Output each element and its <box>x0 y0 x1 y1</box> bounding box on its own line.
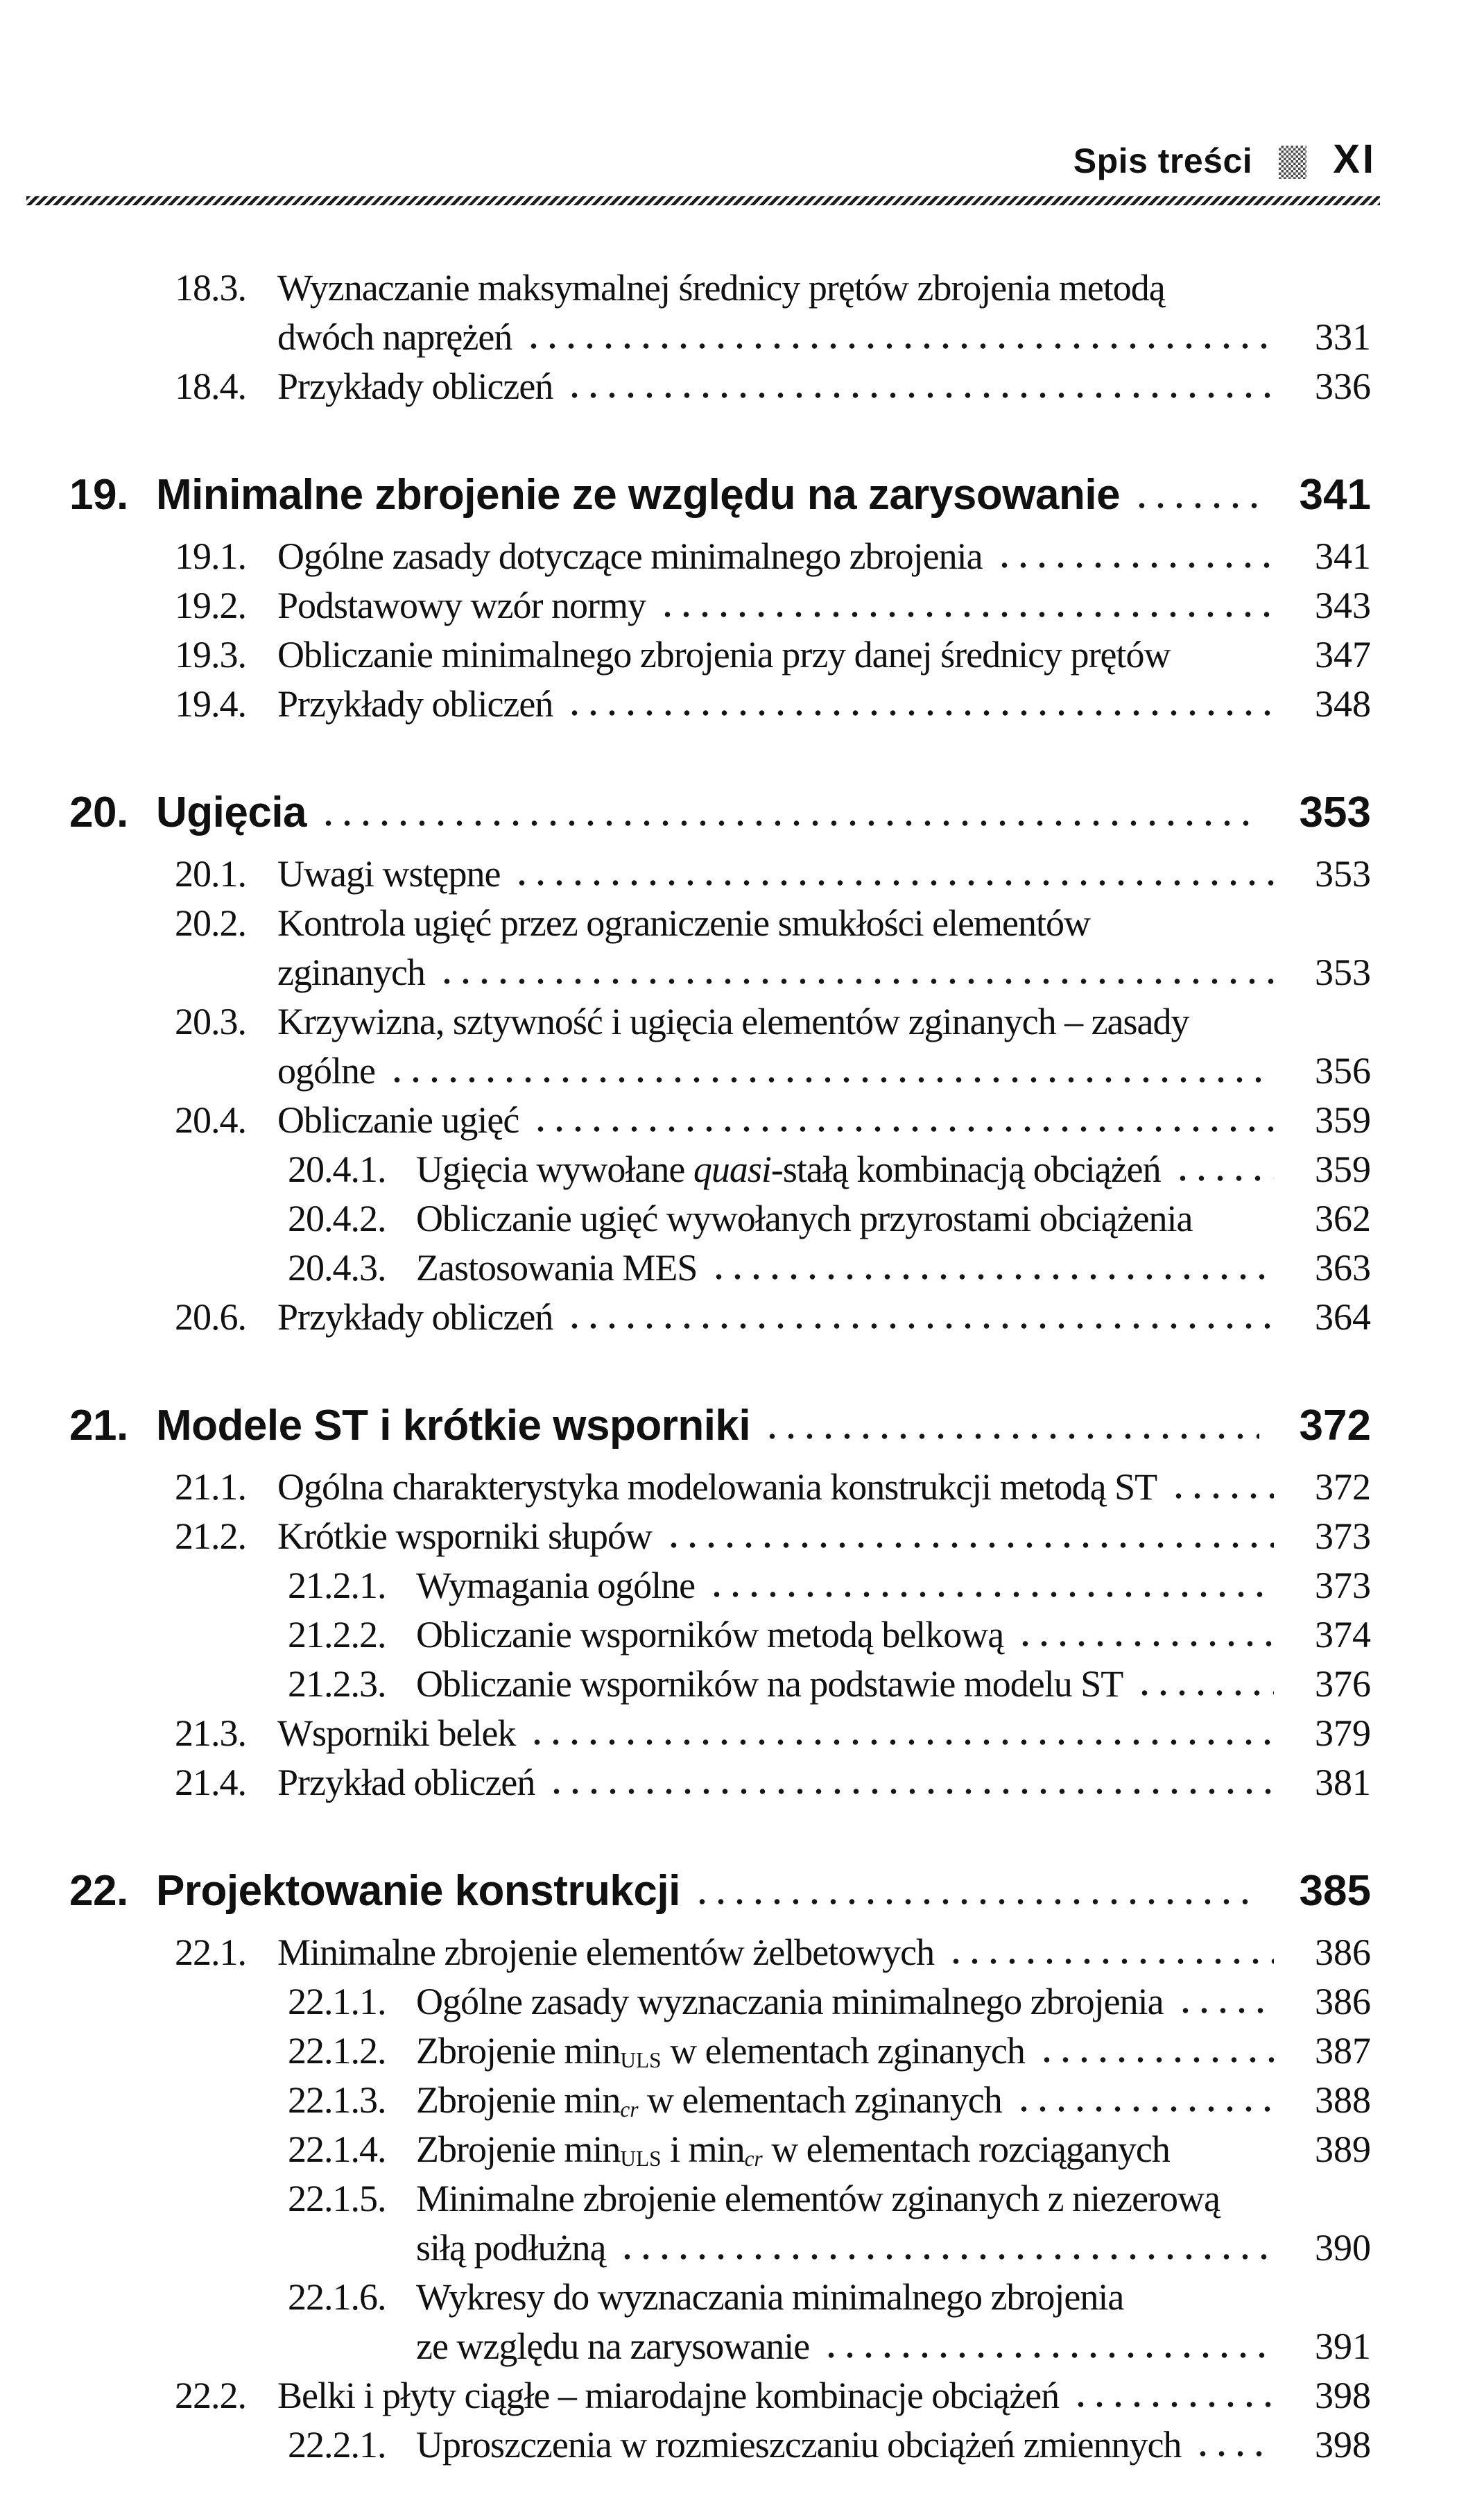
toc-entry-title: Zbrojenie $\min_{cr} w$ elementach zginanych <box>416 2079 1002 2122</box>
toc-entry-content <box>277 1928 1371 1977</box>
toc-entry-title: Ugięcia wywołane quasi-stałą kombinacją obciążeń <box>416 1149 1161 1190</box>
toc-entry <box>0 630 1371 680</box>
toc-entry-title: Minimalne zbrojenie elementów żelbetowych <box>277 1932 935 1973</box>
toc-entry-line <box>277 1463 1371 1512</box>
toc-leader <box>565 1323 1274 1330</box>
toc-page-number: 336 <box>1315 365 1371 407</box>
toc-entry-line <box>416 1145 1371 1194</box>
toc-entry-line <box>416 2420 1371 2470</box>
toc-entry-content <box>277 680 1371 729</box>
toc-entry-title: siłą podłużną <box>416 2227 606 2269</box>
toc-entry-number: 22. <box>69 1867 128 1915</box>
toc-entry-line <box>277 997 1371 1047</box>
toc-entry-content <box>277 1512 1371 1561</box>
toc-entry-number: 20.2. <box>175 902 246 944</box>
toc-page-number: 343 <box>1315 585 1371 626</box>
toc-leader <box>565 709 1274 716</box>
toc-entry <box>0 581 1371 630</box>
toc-leader <box>528 1739 1274 1746</box>
toc-leader <box>388 1076 1274 1083</box>
toc-entry-title: Obliczanie ugięć wywołanych przyrostami obciążenia <box>416 1198 1193 1239</box>
toc-entry-title: Przykłady obliczeń <box>277 683 553 725</box>
toc-entry-line <box>277 899 1371 948</box>
toc-entry-number: 19.4. <box>175 683 246 725</box>
toc-entry <box>0 1463 1371 1512</box>
toc-leader <box>1016 1640 1274 1647</box>
toc-entry-content <box>416 1977 1371 2027</box>
toc-entry-content <box>416 1244 1371 1293</box>
toc-entry-title: Przykład obliczeń <box>277 1762 535 1803</box>
toc-leader <box>995 562 1274 569</box>
toc-leader <box>512 879 1274 886</box>
toc-page-number: 363 <box>1315 1247 1371 1289</box>
toc-entry-number: 21.1. <box>175 1466 246 1508</box>
toc-entry-content <box>416 2420 1371 2470</box>
toc-entry-title: Zastosowania MES <box>416 1247 698 1289</box>
toc-entry-content <box>416 1660 1371 1709</box>
toc-leader <box>707 1591 1274 1598</box>
toc-leader <box>1037 2056 1274 2063</box>
toc-page-number: 364 <box>1315 1296 1371 1338</box>
toc-page-number: 385 <box>1299 1867 1371 1915</box>
toc-entry <box>0 850 1371 899</box>
toc-leader <box>693 1898 1259 1905</box>
toc-entry-title: Uproszczenia w rozmieszczaniu obciążeń zmiennych <box>416 2424 1182 2466</box>
toc-page-number: 387 <box>1315 2030 1371 2072</box>
toc-entry-content <box>277 1293 1371 1342</box>
toc-entry-line <box>277 1096 1371 1145</box>
toc-entry-content <box>277 581 1371 630</box>
toc-leader <box>763 1433 1259 1440</box>
toc-entry-number: 22.1.1. <box>288 1981 386 2022</box>
toc-leader <box>618 2253 1274 2260</box>
toc-leader <box>524 343 1274 350</box>
toc-entry-number: 22.2.1. <box>288 2424 386 2466</box>
toc-entry-content <box>277 1096 1371 1145</box>
toc-entry-title: Wykresy do wyznaczania minimalnego zbrojenia <box>416 2276 1124 2318</box>
toc-entry-content <box>156 470 1371 521</box>
toc-entry-number: 21.4. <box>175 1762 246 1803</box>
toc-entry-line <box>416 1194 1371 1244</box>
toc-entry-content <box>277 532 1371 581</box>
toc-entry-content <box>416 1145 1371 1194</box>
toc-entry <box>0 997 1371 1096</box>
toc-page-number: 353 <box>1299 789 1371 836</box>
toc-entry <box>0 1512 1371 1561</box>
toc-entry-content <box>277 362 1371 411</box>
toc-entry-line <box>416 1977 1371 2027</box>
toc-entry-line <box>416 2076 1371 2125</box>
toc-leader <box>1173 1175 1274 1182</box>
toc-leader <box>664 1542 1274 1549</box>
toc-entry-title: Obliczanie minimalnego zbrojenia przy danej średnicy prętów <box>277 634 1171 676</box>
toc-page-number: 373 <box>1315 1515 1371 1557</box>
toc-page-number: 353 <box>1315 952 1371 993</box>
toc-leader <box>1183 660 1275 667</box>
toc-entry-line <box>416 1660 1371 1709</box>
toc-entry-content <box>277 899 1371 997</box>
toc-leader <box>1135 1689 1274 1696</box>
toc-page-number: 359 <box>1315 1099 1371 1141</box>
toc-entry-line <box>277 581 1371 630</box>
toc-entry-title: Krótkie wsporniki słupów <box>277 1515 652 1557</box>
toc-entry-number: 22.1.2. <box>288 2030 386 2072</box>
toc-entry-title: Zbrojenie $\min_{ULS} w$ elementach zginanych <box>416 2030 1025 2072</box>
toc-entry-line <box>277 630 1371 680</box>
toc-entry <box>0 1709 1371 1758</box>
toc-entry-line <box>416 2027 1371 2076</box>
toc-entry-line <box>277 362 1371 411</box>
toc-entry <box>0 1928 1371 1977</box>
toc-page-number: 331 <box>1315 316 1371 358</box>
toc-entry-title: Wsporniki belek <box>277 1712 516 1754</box>
toc-entry <box>0 680 1371 729</box>
toc-page-number: 379 <box>1315 1712 1371 1754</box>
toc-entry-content <box>277 1463 1371 1512</box>
toc-entry-number: 19.1. <box>175 535 246 577</box>
toc-entry-title: Wyznaczanie maksymalnej średnicy prętów zbrojenia metodą <box>277 267 1165 309</box>
toc-entry-content <box>416 1194 1371 1244</box>
toc-entry-content <box>277 630 1371 680</box>
toc-entry-title: Minimalne zbrojenie ze względu na zarysowanie <box>156 471 1121 519</box>
toc-entry-title: dwóch naprężeń <box>277 316 512 358</box>
toc-page-number: 386 <box>1315 1981 1371 2022</box>
toc-entry-number: 22.2. <box>175 2375 246 2416</box>
toc-entry-line <box>277 1293 1371 1342</box>
toc-entry <box>0 1194 1371 1244</box>
toc-page-number: 347 <box>1315 634 1371 676</box>
toc-entry-number: 21.2.3. <box>288 1663 386 1705</box>
toc-entry-line <box>277 850 1371 899</box>
header-separator-square <box>1279 146 1306 179</box>
toc-page-number: 348 <box>1315 683 1371 725</box>
page-title: Spis treści <box>1073 141 1253 180</box>
toc-entry-line <box>277 1512 1371 1561</box>
toc-entry-content <box>156 1866 1371 1917</box>
toc-entry-line <box>156 1866 1371 1917</box>
toc-entry-title: ze względu na zarysowanie <box>416 2325 810 2367</box>
toc-page-number: 398 <box>1315 2424 1371 2466</box>
toc-entry-title: Krzywizna, sztywność i ugięcia elementów zginanych – zasady <box>277 1001 1189 1042</box>
toc-entry-number: 21.2.2. <box>288 1614 386 1655</box>
toc-entry-number: 21.3. <box>175 1712 246 1754</box>
toc-entry-content <box>277 1758 1371 1807</box>
toc-leader <box>947 1958 1274 1965</box>
toc-entry-line <box>277 264 1371 313</box>
toc-entry-line <box>156 787 1371 838</box>
toc-chapter-entry <box>0 470 1371 521</box>
toc-entry-title: Kontrola ugięć przez ograniczenie smukłości elementów <box>277 902 1091 944</box>
toc-page-number: 376 <box>1315 1663 1371 1705</box>
toc-leader <box>565 392 1274 399</box>
toc-entry <box>0 1096 1371 1145</box>
toc-entry-line <box>416 2125 1371 2174</box>
toc-leader <box>709 1273 1274 1280</box>
toc-entry <box>0 1293 1371 1342</box>
toc-leader <box>1015 2106 1274 2113</box>
toc-entry-content <box>156 787 1371 838</box>
toc-entry <box>0 2174 1371 2273</box>
toc-entry <box>0 2273 1371 2371</box>
toc-entry-line <box>416 1610 1371 1660</box>
toc-entry <box>0 1244 1371 1293</box>
toc-entry-content <box>277 2371 1371 2420</box>
toc-entry-line <box>277 2371 1371 2420</box>
toc-page-number: 391 <box>1315 2325 1371 2367</box>
toc-entry-line <box>416 2174 1371 2223</box>
toc-entry-title: Obliczanie wsporników na podstawie modelu ST <box>416 1663 1123 1705</box>
toc-entry-title: Ogólne zasady wyznaczania minimalnego zbrojenia <box>416 1981 1164 2022</box>
toc-leader <box>658 611 1274 618</box>
toc-entry-line <box>416 1561 1371 1610</box>
toc-entry-line <box>156 470 1371 521</box>
toc-entry-number: 22.1.4. <box>288 2128 386 2170</box>
toc-entry-title: Belki i płyty ciągłe – miarodajne kombinacje obciążeń <box>277 2375 1060 2416</box>
toc-entry-title: Ugięcia <box>156 789 307 836</box>
toc-entry-title: Uwagi wstępne <box>277 853 501 895</box>
toc-entry-line <box>416 1244 1371 1293</box>
toc-chapter-entry <box>0 1400 1371 1452</box>
toc-entry-number: 21.2. <box>175 1515 246 1557</box>
toc-entry-content <box>416 1610 1371 1660</box>
toc-entry-line <box>416 2322 1371 2371</box>
toc-entry-number: 19. <box>69 471 128 519</box>
toc-leader <box>822 2352 1274 2359</box>
toc-entry-content <box>416 2125 1371 2174</box>
toc-entry-number: 20.1. <box>175 853 246 895</box>
toc-entry-title: Modele ST i krótkie wsporniki <box>156 1402 751 1449</box>
toc-entry-number: 20.4.2. <box>288 1198 386 1239</box>
toc-entry-number: 22.1.5. <box>288 2178 386 2219</box>
toc-page-number: 341 <box>1315 535 1371 577</box>
toc-entry <box>0 1660 1371 1709</box>
toc-entry <box>0 532 1371 581</box>
toc-entry <box>0 2371 1371 2420</box>
toc-entry-title: Ogólna charakterystyka modelowania konstrukcji metodą ST <box>277 1466 1157 1508</box>
toc-page-number: 356 <box>1315 1050 1371 1092</box>
toc-entry-line <box>416 2223 1371 2273</box>
toc-entry <box>0 1610 1371 1660</box>
toc-entry-title: Obliczanie wsporników metodą belkową <box>416 1614 1004 1655</box>
toc-entry <box>0 2076 1371 2125</box>
toc-entry-number: 20.4.3. <box>288 1247 386 1289</box>
toc-entry <box>0 264 1371 362</box>
toc-entry-content <box>277 850 1371 899</box>
toc-chapter-entry <box>0 787 1371 838</box>
toc-entry-content <box>416 1561 1371 1610</box>
toc-entry-line <box>277 948 1371 997</box>
toc-entry <box>0 1758 1371 1807</box>
toc-entry-content <box>277 264 1371 362</box>
toc-entry-number: 19.2. <box>175 585 246 626</box>
toc-entry-line <box>277 1709 1371 1758</box>
toc-page-number: 388 <box>1315 2079 1371 2121</box>
toc-leader <box>1132 502 1259 509</box>
toc-entry-content <box>416 2273 1371 2371</box>
toc-leader <box>531 1126 1274 1133</box>
toc-entry-title: zginanych <box>277 952 425 993</box>
toc-entry-line <box>416 2273 1371 2322</box>
toc-entry <box>0 362 1371 411</box>
toc-entry-number: 22.1.3. <box>288 2079 386 2121</box>
toc-entry-title: ogólne <box>277 1050 375 1092</box>
toc-entry-number: 20.4.1. <box>288 1149 386 1190</box>
toc-entry-title: Przykłady obliczeń <box>277 365 553 407</box>
toc-entry-number: 18.4. <box>175 365 246 407</box>
toc-entry-number: 21.2.1. <box>288 1565 386 1606</box>
toc-entry-number: 20.6. <box>175 1296 246 1338</box>
toc-entry-line <box>277 532 1371 581</box>
toc-entry <box>0 1145 1371 1194</box>
page-header <box>1073 136 1377 182</box>
toc-entry-number: 21. <box>69 1402 128 1449</box>
toc-entry <box>0 2027 1371 2076</box>
toc-entry-title: Podstawowy wzór normy <box>277 585 646 626</box>
toc-leader <box>1176 2007 1274 2014</box>
toc-entry-content <box>277 997 1371 1096</box>
toc-entry-line <box>277 1758 1371 1807</box>
toc-page-number: 386 <box>1315 1932 1371 1973</box>
toc-leader <box>547 1788 1274 1795</box>
toc-entry <box>0 1977 1371 2027</box>
toc-leader <box>1205 1224 1274 1231</box>
toc-page-number: 362 <box>1315 1198 1371 1239</box>
toc-entry-title: Projektowanie konstrukcji <box>156 1867 680 1915</box>
toc-entry-content <box>416 2174 1371 2273</box>
toc-entry-content <box>416 2076 1371 2125</box>
header-page-number: XI <box>1333 137 1377 182</box>
header-rule <box>26 196 1380 205</box>
toc-leader <box>1071 2401 1274 2408</box>
toc-entry-title: Przykłady obliczeń <box>277 1296 553 1338</box>
toc-entry-title: Wymagania ogólne <box>416 1565 696 1606</box>
toc-entry-title: Zbrojenie $\min_{ULS} i$ $\min_{cr} w$ elementach rozciąganych <box>416 2128 1170 2171</box>
toc-page-number: 353 <box>1315 853 1371 895</box>
toc-entry <box>0 2125 1371 2174</box>
toc-list <box>0 264 1484 2470</box>
toc-page-number: 381 <box>1315 1762 1371 1803</box>
toc-page-number: 389 <box>1315 2128 1371 2170</box>
toc-entry-line <box>156 1400 1371 1452</box>
toc-entry-number: 20.3. <box>175 1001 246 1042</box>
toc-entry-number: 20. <box>69 789 128 836</box>
toc-entry-line <box>277 1928 1371 1977</box>
toc-leader <box>1182 2155 1274 2162</box>
toc-entry-title: Ogólne zasady dotyczące minimalnego zbrojenia <box>277 535 983 577</box>
toc-page-number: 373 <box>1315 1565 1371 1606</box>
toc-page-number: 372 <box>1299 1402 1371 1449</box>
toc-chapter-entry <box>0 1866 1371 1917</box>
toc-entry-content <box>156 1400 1371 1452</box>
toc-entry-line <box>277 313 1371 362</box>
toc-entry <box>0 1561 1371 1610</box>
toc-page-number: 372 <box>1315 1466 1371 1508</box>
toc-entry-content <box>416 2027 1371 2076</box>
toc-page-number: 341 <box>1299 471 1371 519</box>
toc-entry-line <box>277 680 1371 729</box>
toc-entry-title: Obliczanie ugięć <box>277 1099 519 1141</box>
toc-entry-number: 22.1. <box>175 1932 246 1973</box>
toc-leader <box>1169 1492 1274 1499</box>
toc-page-number: 390 <box>1315 2227 1371 2269</box>
toc-entry-number: 22.1.6. <box>288 2276 386 2318</box>
toc-entry-number: 20.4. <box>175 1099 246 1141</box>
toc-page-number: 398 <box>1315 2375 1371 2416</box>
toc-entry-content <box>277 1709 1371 1758</box>
toc-leader <box>438 978 1274 985</box>
toc-entry-line <box>277 1047 1371 1096</box>
toc-entry-number: 18.3. <box>175 267 246 309</box>
toc-entry <box>0 899 1371 997</box>
toc-entry-number: 19.3. <box>175 634 246 676</box>
toc-entry-title: Minimalne zbrojenie elementów zginanych z niezerową <box>416 2178 1220 2219</box>
toc-page-number: 359 <box>1315 1149 1371 1190</box>
toc-leader <box>319 820 1259 827</box>
toc-page-number: 374 <box>1315 1614 1371 1655</box>
toc-leader <box>1193 2450 1274 2457</box>
toc-entry <box>0 2420 1371 2470</box>
